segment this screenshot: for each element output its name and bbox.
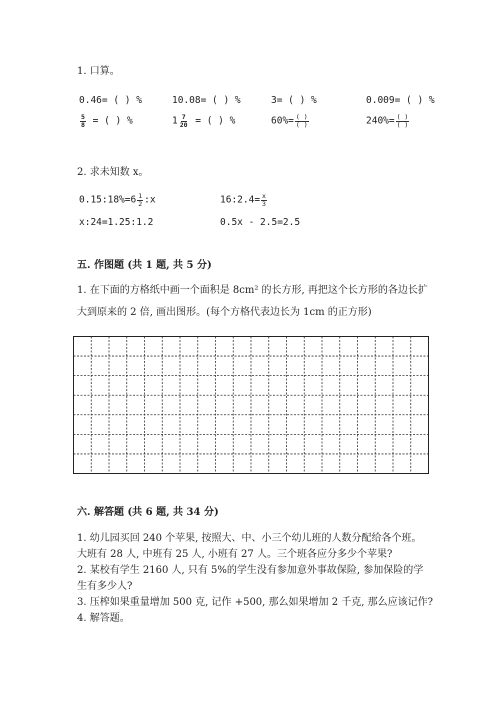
answer-line-4: 生有多少人? (77, 581, 133, 592)
answer-line-1: 1. 幼儿园买回 240 个苹果, 按照大、中、小三个幼儿班的人数分配给各个班。 (77, 533, 422, 544)
unknown-heading: 2. 求未知数 x。 (77, 167, 149, 178)
oral-item-4: 0.009= ( ) % (366, 95, 435, 106)
oral-item-7: 60%= $\frac{( )}{( )}$ (271, 113, 308, 129)
fraction: $\frac{( )}{( )}$ (396, 113, 409, 129)
answer-line-3: 2. 某校有学生 2160 人, 只有 5%的学生没有参加意外事故保险, 参加保险的学 (77, 565, 424, 576)
fraction: $\frac{5}{8}$ (81, 113, 85, 129)
drawing-question-line-2: 大到原来的 2 倍, 画出图形。(每个方格代表边长为 1cm 的正方形) (77, 307, 372, 318)
drawing-section-title: 五. 作图题 (共 1 题, 共 5 分) (77, 260, 212, 271)
fraction: $\frac{7}{20}$ (179, 113, 188, 129)
oral-heading: 1. 口算。 (77, 66, 120, 77)
equation-2: 16:2.4= $\frac{x}{3}$ (220, 192, 266, 208)
equation-4: 0.5x - 2.5=2.5 (220, 217, 301, 228)
oral-item-6: 1 $\frac{7}{20}$ = ( ) % (172, 113, 236, 129)
equation-1: 0.15:18%=6 $\frac{1}{2}$ :x (79, 192, 156, 208)
answers-section-title: 六. 解答题 (共 6 题, 共 34 分) (77, 507, 219, 518)
answer-line-5: 3. 压榨如果重量增加 500 克, 记作 +500, 那么如果增加 2 千克, 那么应该记作? (77, 597, 433, 608)
answer-line-2: 大班有 28 人, 中班有 25 人, 小班有 27 人。三个班各应分多少个苹果? (77, 549, 393, 560)
oral-item-8: 240%= $\frac{( )}{( )}$ (366, 113, 409, 129)
oral-item-3: 3= ( ) % (271, 95, 317, 106)
square-grid[interactable] (73, 336, 429, 474)
oral-item-5: $\frac{5}{8}$ = ( ) % (81, 113, 133, 129)
fraction: $\frac{x}{3}$ (262, 192, 266, 208)
equation-3: x:24=1.25:1.2 (79, 217, 154, 228)
oral-item-2: 10.08= ( ) % (172, 95, 241, 106)
fraction: $\frac{1}{2}$ (138, 192, 143, 208)
answer-line-6: 4. 解答题。 (77, 613, 130, 624)
fraction: $\frac{( )}{( )}$ (295, 113, 308, 129)
drawing-question-line-1: 1. 在下面的方格纸中画一个面积是 8cm² 的长方形, 再把这个长方形的各边长扩 (77, 285, 428, 296)
oral-item-1: 0.46= ( ) % (79, 95, 142, 106)
